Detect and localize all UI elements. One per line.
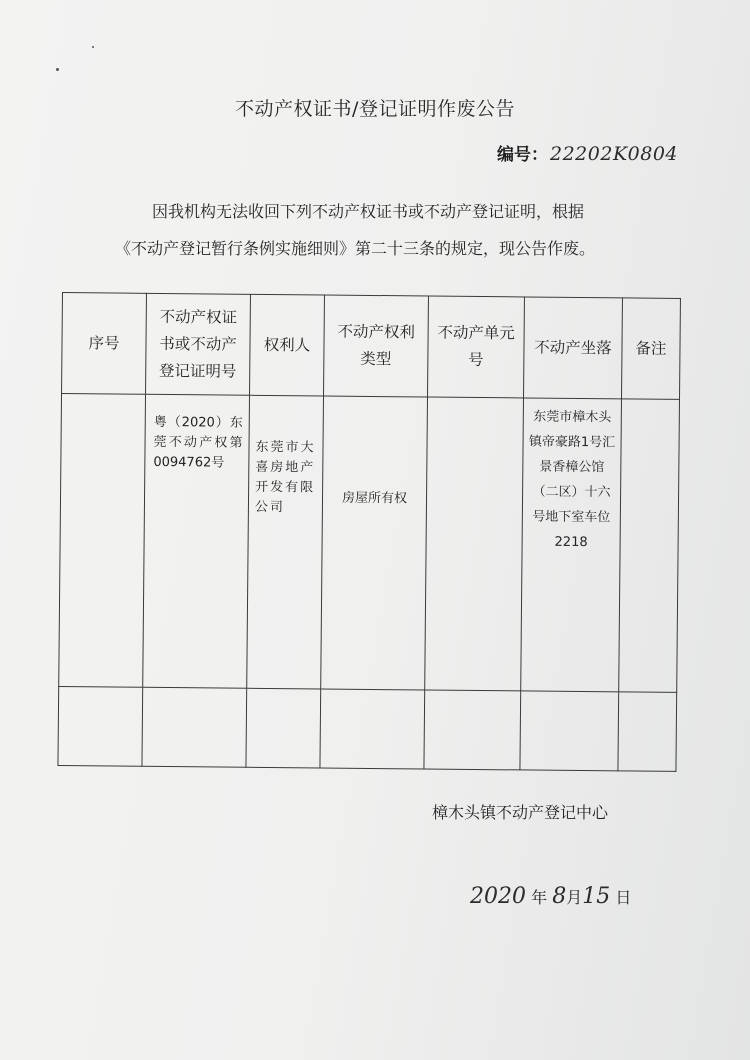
paper-speck [92,46,94,48]
number-value: 22202K0804 [550,143,678,165]
empty-cell [58,686,143,766]
header-unit-line: 号 [468,350,484,370]
header-right-type-line: 不动产权利 [337,322,415,342]
table-row-empty [58,686,677,771]
date-month-suffix: 月 [566,888,583,907]
header-remark: 备注 [621,298,680,400]
cell-seq [59,394,146,688]
header-unit-line: 不动产单元 [437,323,515,343]
header-cert-line: 不动产权证 [159,307,238,327]
empty-cell [618,692,677,772]
header-right-type [324,295,429,397]
notice-paragraph-line-2: 《不动产登记暂行条例实施细则》第二十三条的规定，现公告作废。 [115,239,596,258]
empty-cell [424,690,521,770]
header-owner: 权利人 [250,294,325,396]
notice-paragraph-line-1: 因我机构无法收回下列不动产权证书或不动产登记证明，根据 [152,202,585,221]
table-row [59,394,680,693]
empty-cell [520,691,619,771]
date-month: 8 [552,884,567,909]
notice-number [497,140,678,165]
table-header-row [62,293,681,400]
date-day: 15 [582,884,611,909]
paper-speck [56,68,59,71]
cell-unit [425,397,524,691]
header-location: 不动产坐落 [524,297,623,399]
cell-location: 东莞市樟木头镇帝豪路1号汇景香樟公馆（二区）十六号地下室车位2218 [521,398,622,692]
date-year: 2020 [470,884,526,909]
notice-date [470,884,631,909]
cell-right-type: 房屋所有权 [321,396,428,690]
header-seq: 序号 [62,293,147,395]
cell-remark [619,399,680,693]
empty-cell [142,687,247,767]
number-label: 编号： [497,145,548,165]
header-cert [146,293,251,395]
empty-cell [320,689,425,769]
date-year-suffix: 年 [531,888,548,907]
date-day-suffix: 日 [615,888,632,907]
header-right-type-line: 类型 [360,349,392,369]
header-cert-line: 书或不动产 [159,334,237,354]
void-certificate-table [58,292,680,688]
cell-owner: 东莞市大喜房地产开发有限公司 [247,395,324,689]
cell-cert-number: 粤（2020）东莞不动产权第 0094762号 [143,394,250,688]
header-cert-line: 登记证明号 [158,361,237,381]
notice-title: 不动产权证书/登记证明作废公告 [235,98,515,120]
header-unit [428,296,525,398]
issuing-office: 樟木头镇不动产登记中心 [432,803,609,822]
empty-cell [246,688,321,768]
